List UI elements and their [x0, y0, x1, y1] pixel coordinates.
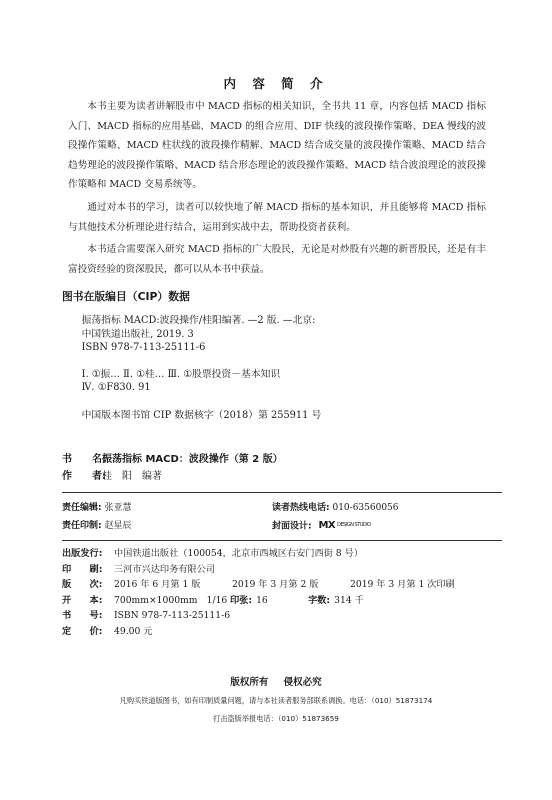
rights-notice [0, 674, 552, 688]
cip-line-5: Ⅳ. ①F830. 91 [81, 382, 151, 393]
cip-heading: 图书在版编目（CIP）数据 [62, 290, 190, 303]
intro-paragraph-2: 通过对本书的学习，读者可以较快地了解 MACD 指标的基本知识，并且能够将 MACD 指标与其他技术分析理论进行结合，运用到实战中去，帮助投资者获利。 [68, 201, 486, 233]
hotline-value: 010-63560056 [332, 503, 399, 513]
book-title-value: 振荡指标 MACD：波段操作（第 2 版） [102, 454, 283, 465]
rights-reserved: 版权所有 [230, 677, 269, 688]
cip-data [62, 314, 502, 422]
staff-info [62, 499, 502, 536]
intro-text [68, 97, 486, 279]
editor-label: 责任编辑: [62, 503, 102, 513]
publication-info [62, 546, 512, 640]
sheets-label: 印张: [230, 594, 253, 606]
piracy-hotline: 打击盗版举报电话：（010）51873659 [213, 714, 339, 723]
edition-printing: 2019 年 3 月第 1 次印刷 [350, 579, 455, 591]
format-label: 开 本: [62, 594, 103, 606]
words-value: 314 千 [334, 594, 364, 606]
isbn-row [62, 608, 512, 624]
publisher-label: 出版发行: [62, 548, 103, 559]
intro-paragraph-3: 本书适合需要深入研究 MACD 指标的广大股民，无论是对炒股有兴趣的新晋股民，还是有丰富投资经验的资深股民，都可以从本书中获益。 [68, 244, 486, 275]
publisher-row [62, 546, 512, 562]
isbn-label: 书 号: [62, 610, 103, 622]
cip-line-4: Ⅰ. ①振… Ⅱ. ①桂… Ⅲ. ①股票投资－基本知识 [81, 368, 281, 380]
isbn-value: ISBN 978-7-113-25111-6 [114, 610, 231, 622]
price-row [62, 624, 512, 640]
price-value: 49.00 元 [114, 625, 153, 637]
words-label: 字数: [308, 594, 331, 606]
edition-label: 版 次: [62, 579, 103, 591]
staff-row-1 [62, 499, 502, 517]
book-title-row [62, 451, 502, 468]
book-info [62, 451, 502, 485]
divider-top [62, 492, 502, 493]
divider-bottom [62, 540, 502, 541]
infringement-notice: 侵权必究 [283, 677, 322, 688]
cover-designer-logo: MX DESIGN STUDIO [318, 520, 371, 531]
hotline-label: 读者热线电话: [272, 503, 330, 513]
editor-value: 张亚慧 [104, 503, 132, 513]
cip-line-2: 中国铁道出版社, 2019. 3 [81, 328, 194, 340]
publisher-value: 中国铁道出版社（100054，北京市西城区右安门西街 8 号） [114, 548, 363, 559]
staff-row-2 [62, 517, 502, 536]
format-value: 700mm×1000mm 1/16 [114, 594, 228, 606]
print-value: 三河市兴达印务有限公司 [114, 563, 216, 575]
price-label: 定 价: [62, 625, 103, 637]
quality-notice: 凡购买铁道版图书，如有印制质量问题，请与本社读者服务部联系调换。电话：（010）51873174 [119, 696, 433, 705]
intro-title: 内 容 简 介 [223, 76, 329, 91]
book-author-row [62, 468, 502, 485]
book-title-label: 书 名: [62, 454, 106, 465]
format-row [62, 593, 512, 609]
edition-second: 2019 年 3 月第 2 版 [232, 579, 319, 591]
book-author-value: 桂 阳 编著 [102, 471, 162, 482]
printing-value: 赵星辰 [104, 521, 132, 531]
cip-line-6: 中国版本图书馆 CIP 数据核字（2018）第 255911 号 [81, 409, 322, 421]
edition-first: 2016 年 6 月第 1 版 [114, 579, 201, 591]
intro-paragraph-1: 本书主要为读者讲解股市中 MACD 指标的相关知识，全书共 11 章，内容包括 MACD 指标入门、MACD 指标的应用基础、MACD 的组合应用、DIF 快线的波段操作策略、DEA 慢线的波段操作策略、MACD 柱状线的波段操作精解、MACD 结合成交量的波段操作策略、MACD 结合趋势理论的波段操作策略、MACD 结合形态理论的波段操作策略、MACD 结合波浪理论的波段操作策略和 MACD 交易系统等。 [68, 101, 486, 191]
cover-label: 封面设计: [272, 521, 312, 532]
cip-line-3: ISBN 978-7-113-25111-6 [81, 342, 206, 353]
print-label: 印 刷: [62, 563, 103, 575]
sheets-value: 16 [256, 594, 268, 606]
cip-line-1: 振荡指标 MACD:波段操作/桂阳编著. —2 版. —北京: [81, 315, 316, 326]
printing-label: 责任印制: [62, 521, 102, 531]
book-author-label: 作 者: [62, 471, 106, 482]
print-row [62, 562, 512, 578]
edition-row [62, 577, 512, 593]
